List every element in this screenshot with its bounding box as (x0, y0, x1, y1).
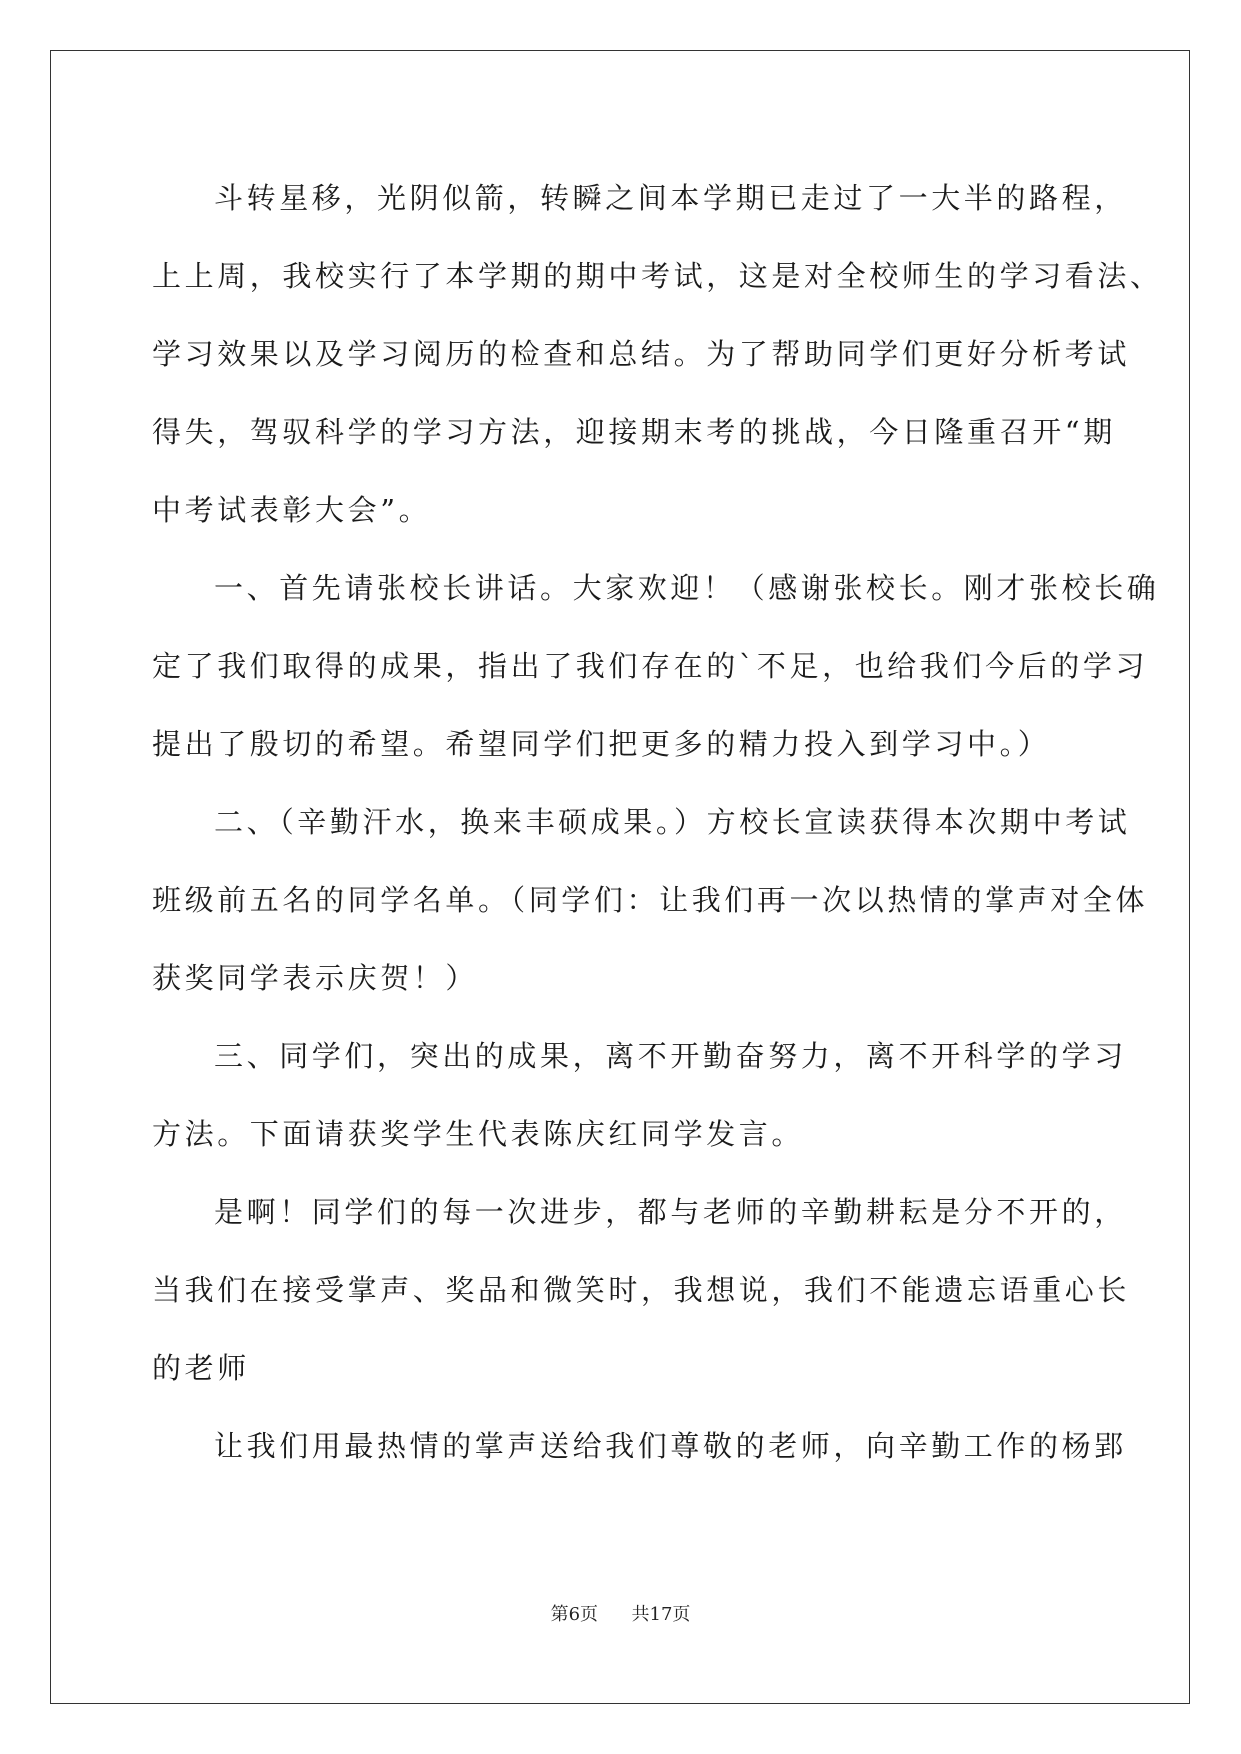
text-line: 上上周，我校实行了本学期的期中考试，这是对全校师生的学习看法、 (152, 259, 1163, 293)
text-line: 获奖同学表示庆贺！） (152, 961, 479, 995)
text-line: 是啊！同学们的每一次进步，都与老师的辛勤耕耘是分不开的， (214, 1195, 1127, 1229)
text-line: 学习效果以及学习阅历的检查和总结。为了帮助同学们更好分析考试 (152, 337, 1131, 371)
page-number: 第6页 (550, 1604, 599, 1625)
text-line: 得失，驾驭科学的学习方法，迎接期末考的挑战，今日隆重召开“期 (152, 415, 1116, 449)
text-line: 班级前五名的同学名单。（同学们：让我们再一次以热情的掌声对全体 (152, 883, 1149, 917)
text-line: 方法。下面请获奖学生代表陈庆红同学发言。 (152, 1117, 805, 1151)
text-line: 一、首先请张校长讲话。大家欢迎！（感谢张校长。刚才张校长确 (214, 571, 1160, 605)
text-line: 二、（辛勤汗水，换来丰硕成果。）方校长宣读获得本次期中考试 (214, 805, 1131, 839)
text-line: 三、同学们，突出的成果，离不开勤奋努力，离不开科学的学习 (214, 1039, 1127, 1073)
page-total: 共17页 (631, 1604, 691, 1625)
text-line: 中考试表彰大会”。 (152, 493, 432, 527)
page-footer (0, 1600, 1241, 1626)
text-line: 定了我们取得的成果，指出了我们存在的`不足，也给我们今后的学习 (152, 649, 1149, 683)
text-line: 的老师 (152, 1351, 250, 1385)
text-line: 斗转星移，光阴似箭，转瞬之间本学期已走过了一大半的路程， (214, 181, 1127, 215)
text-line: 让我们用最热情的掌声送给我们尊敬的老师，向辛勤工作的杨郢 (214, 1429, 1127, 1463)
text-line: 提出了殷切的希望。希望同学们把更多的精力投入到学习中。） (152, 727, 1051, 761)
text-line: 当我们在接受掌声、奖品和微笑时，我想说，我们不能遗忘语重心长 (152, 1273, 1131, 1307)
